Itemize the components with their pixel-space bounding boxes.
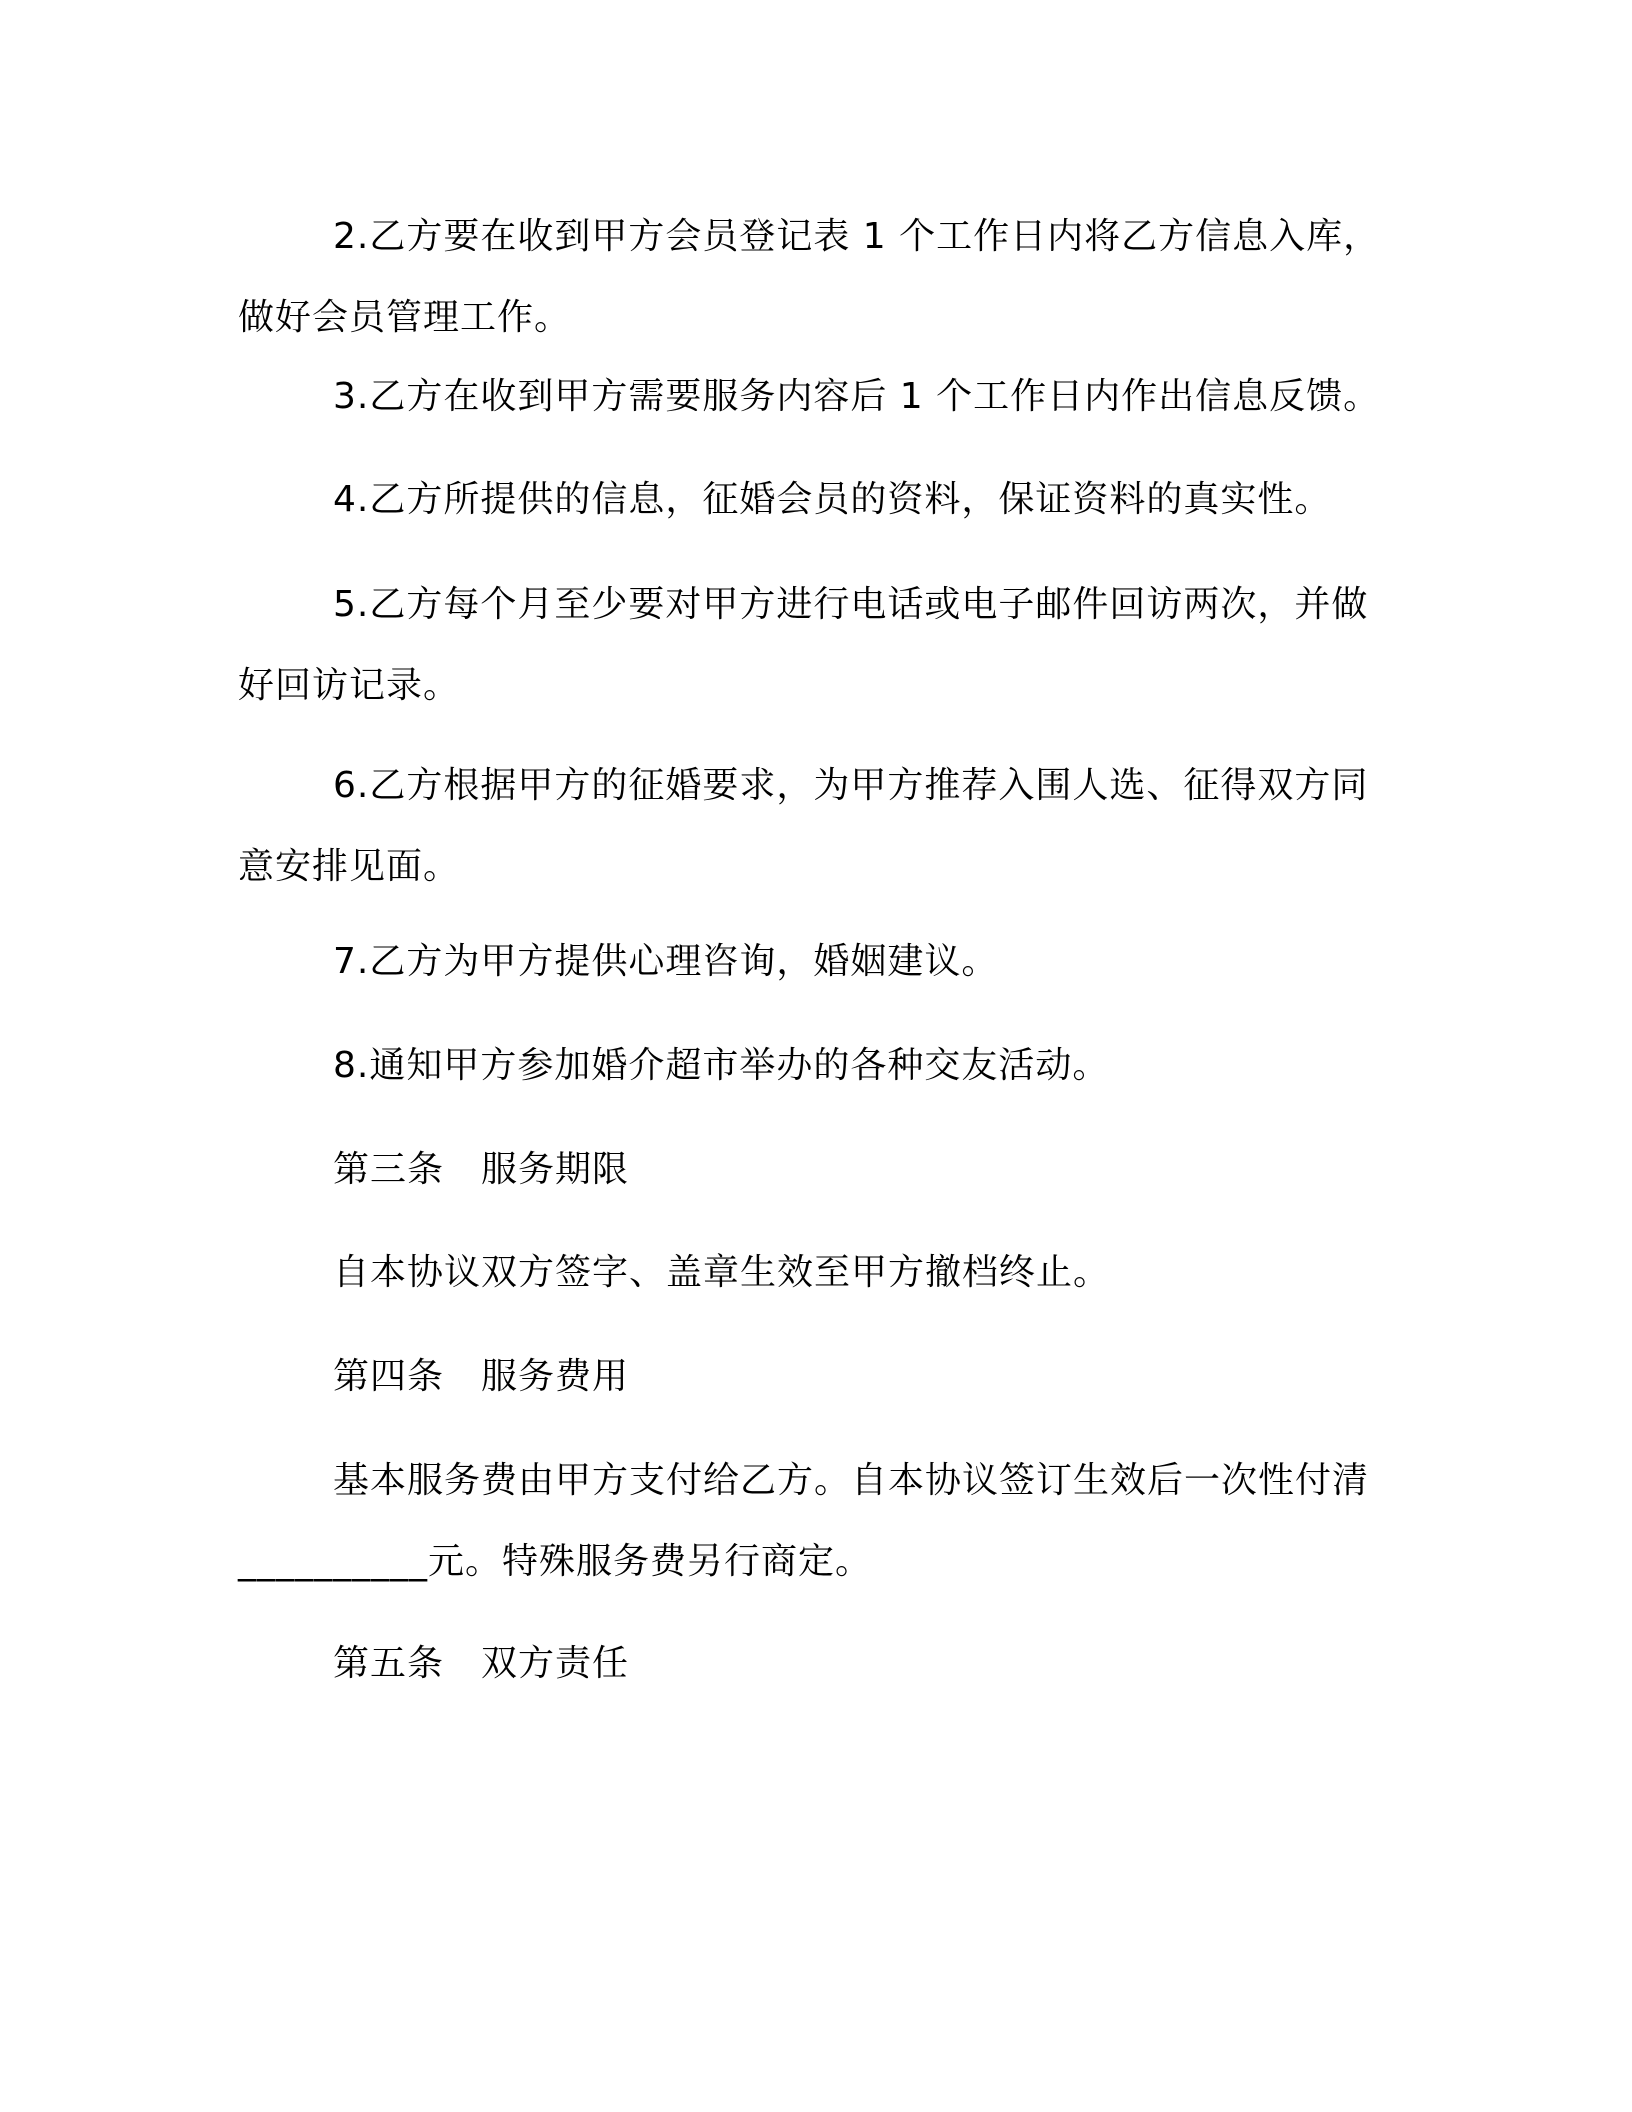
clause-item-4: 4.乙方所提供的信息，征婚会员的资料，保证资料的真实性。 bbox=[333, 479, 1332, 520]
clause-item-8: 8.通知甲方参加婚介超市举办的各种交友活动。 bbox=[333, 1045, 1110, 1086]
clause-item-2: 2.乙方要在收到甲方会员登记表 1 个工作日内将乙方信息入库，做好会员管理工作。 bbox=[238, 216, 1381, 338]
clause-item-5: 5.乙方每个月至少要对甲方进行电话或电子邮件回访两次，并做好回访记录。 bbox=[238, 584, 1369, 706]
clause-item-3: 3.乙方在收到甲方需要服务内容后 1 个工作日内作出信息反馈。 bbox=[333, 376, 1381, 417]
article-3-heading: 第三条 服务期限 bbox=[333, 1149, 630, 1190]
article-4-text: 基本服务费由甲方支付给乙方。自本协议签订生效后一次性付清__________元。特殊服务费另行商定。 bbox=[238, 1460, 1370, 1582]
article-4-heading: 第四条 服务费用 bbox=[333, 1356, 630, 1397]
clause-item-7: 7.乙方为甲方提供心理咨询，婚姻建议。 bbox=[333, 941, 999, 982]
clause-item-6: 6.乙方根据甲方的征婚要求，为甲方推荐入围人选、征得双方同意安排见面。 bbox=[238, 765, 1369, 887]
article-5-heading: 第五条 双方责任 bbox=[333, 1643, 630, 1684]
article-3-text: 自本协议双方签字、盖章生效至甲方撤档终止。 bbox=[333, 1252, 1111, 1293]
